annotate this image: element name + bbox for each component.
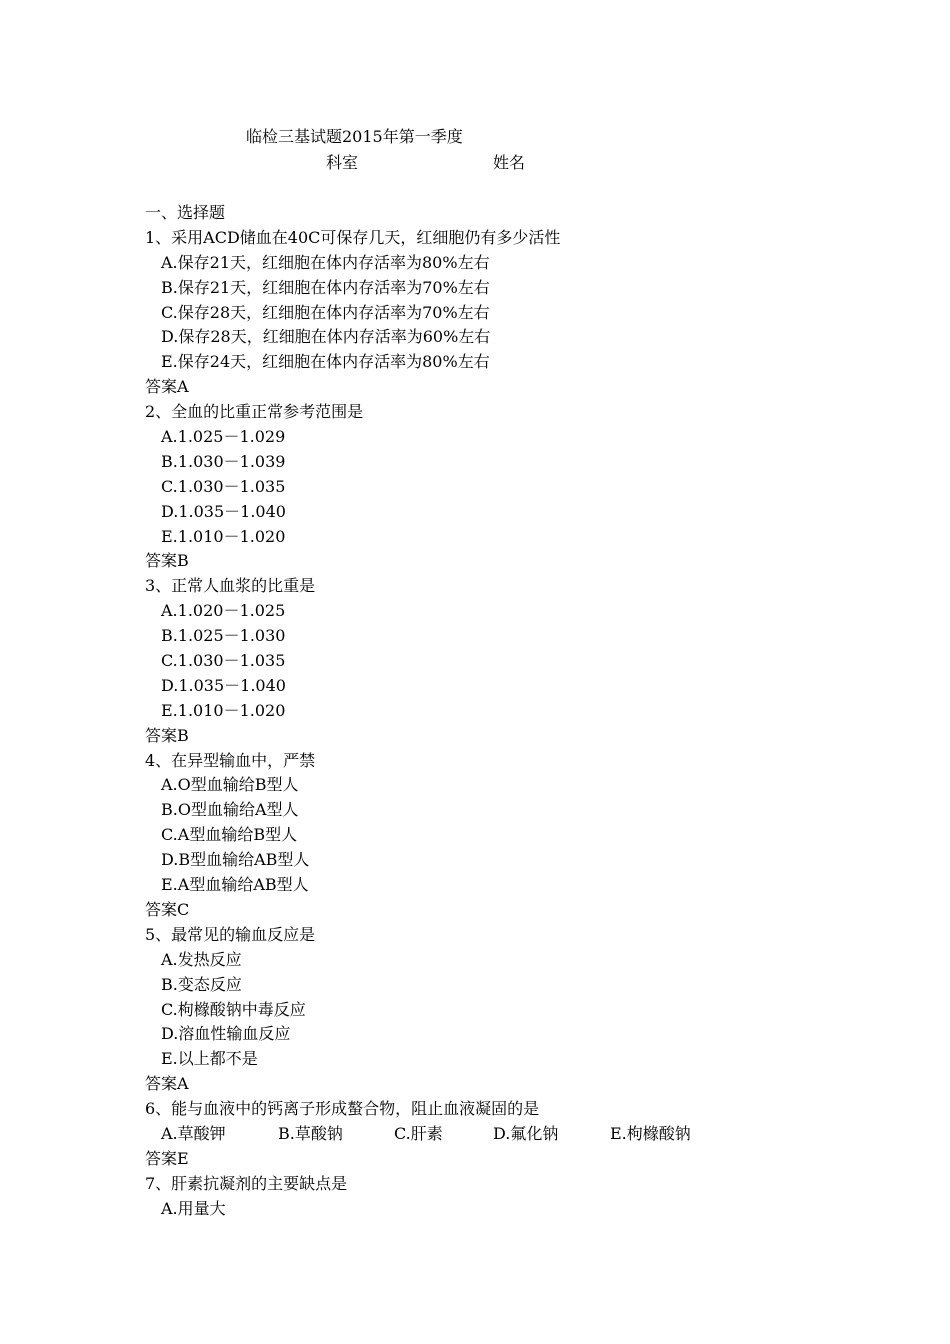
question-option: D.溶血性输血反应 bbox=[161, 1024, 291, 1044]
question-option: A.1.025－1.029 bbox=[161, 427, 286, 447]
question-answer: 答案E bbox=[145, 1148, 189, 1168]
question-stem: 1、采用ACD储血在40C可保存几天，红细胞仍有多少活性 bbox=[145, 227, 561, 247]
question-option: E.以上都不是 bbox=[161, 1049, 258, 1069]
name-label: 姓名 bbox=[493, 153, 526, 172]
department-label: 科室 bbox=[326, 153, 359, 172]
question-answer: 答案C bbox=[145, 899, 190, 919]
question-stem: 5、最常见的输血反应是 bbox=[145, 924, 316, 944]
question-stem: 4、在异型输血中，严禁 bbox=[145, 750, 316, 770]
question-option: B.1.025－1.030 bbox=[161, 626, 286, 646]
question-option: D.氟化钠 bbox=[493, 1123, 559, 1143]
question-stem: 7、肝素抗凝剂的主要缺点是 bbox=[145, 1173, 348, 1193]
question-option: E.枸橼酸钠 bbox=[610, 1123, 691, 1143]
question-option: B.变态反应 bbox=[161, 974, 242, 994]
question-option: B.保存21天，红细胞在体内存活率为70%左右 bbox=[161, 277, 490, 297]
question-option: D.B型血输给AB型人 bbox=[161, 850, 310, 870]
document-title: 临检三基试题2015年第一季度 bbox=[246, 127, 463, 146]
question-option: D.1.035－1.040 bbox=[161, 501, 286, 521]
question-option: D.1.035－1.040 bbox=[161, 675, 286, 695]
question-answer: 答案B bbox=[145, 551, 189, 571]
question-option: B.草酸钠 bbox=[278, 1123, 343, 1143]
question-option: B.O型血输给A型人 bbox=[161, 800, 299, 820]
document-body bbox=[145, 201, 845, 1222]
question-answer: 答案A bbox=[145, 1074, 189, 1094]
question-option: B.1.030－1.039 bbox=[161, 451, 286, 471]
question-option: E.A型血输给AB型人 bbox=[161, 875, 309, 895]
question-stem: 3、正常人血浆的比重是 bbox=[145, 576, 316, 596]
question-option: A.用量大 bbox=[161, 1198, 226, 1218]
question-option: E.保存24天，红细胞在体内存活率为80%左右 bbox=[161, 352, 490, 372]
question-option: C.枸橼酸钠中毒反应 bbox=[161, 999, 306, 1019]
question-answer: 答案A bbox=[145, 377, 189, 397]
question-option: A.O型血输给B型人 bbox=[161, 775, 299, 795]
question-option: A.草酸钾 bbox=[161, 1123, 226, 1143]
question-option: C.肝素 bbox=[394, 1123, 443, 1143]
question-stem: 6、能与血液中的钙离子形成螯合物，阻止血液凝固的是 bbox=[145, 1099, 540, 1119]
question-option: C.保存28天，红细胞在体内存活率为70%左右 bbox=[161, 302, 490, 322]
section-title: 一、选择题 bbox=[145, 203, 226, 222]
question-option: E.1.010－1.020 bbox=[161, 526, 286, 546]
question-options-row bbox=[145, 1122, 845, 1147]
question-option: C.1.030－1.035 bbox=[161, 651, 286, 671]
question-option: C.1.030－1.035 bbox=[161, 476, 286, 496]
question-option: A.1.020－1.025 bbox=[161, 601, 286, 621]
question-option: A.保存21天，红细胞在体内存活率为80%左右 bbox=[161, 252, 490, 272]
question-option: E.1.010－1.020 bbox=[161, 700, 286, 720]
question-option: A.发热反应 bbox=[161, 949, 242, 969]
question-stem: 2、全血的比重正常参考范围是 bbox=[145, 402, 364, 422]
question-option: D.保存28天，红细胞在体内存活率为60%左右 bbox=[161, 327, 491, 347]
question-answer: 答案B bbox=[145, 725, 189, 745]
question-option: C.A型血输给B型人 bbox=[161, 825, 298, 845]
